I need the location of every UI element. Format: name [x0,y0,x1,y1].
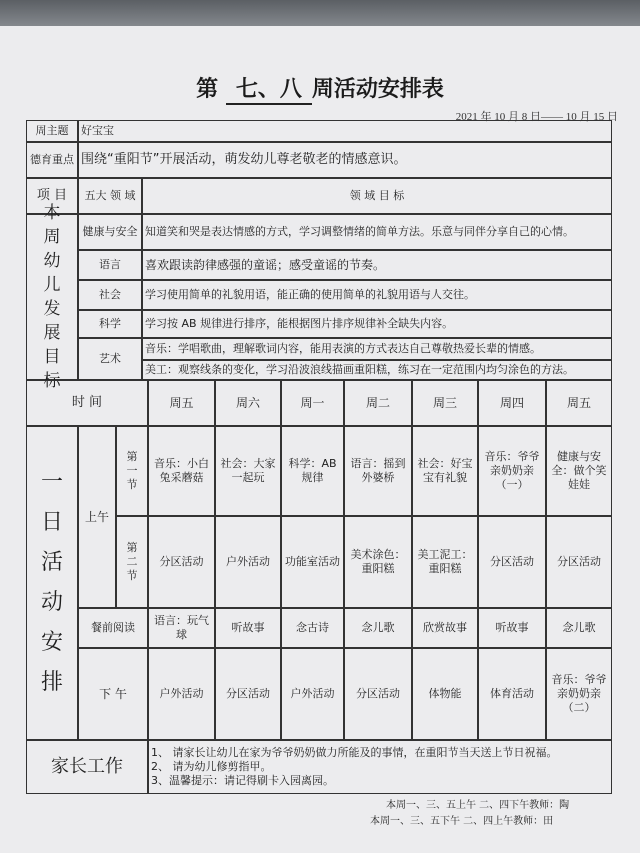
date-range: 2021 年 10 月 8 日—— 10 月 15 日 [455,111,618,123]
header-goal: 领 域 目 标 [142,178,612,214]
schedule-cell: 功能室活动 [281,516,344,608]
schedule-cell: 听故事 [478,608,546,648]
day-header: 周三 [412,380,478,426]
schedule-cell: 听故事 [215,608,281,648]
schedule-cell: 体育活动 [478,648,546,740]
domain-language: 语言 [78,250,142,280]
schedule-cell: 户外活动 [215,516,281,608]
goal-science: 学习按 AB 规律进行排序，能根据图片排序规律补全缺失内容。 [142,310,612,338]
schedule-cell: 语言：摇到外婆桥 [344,426,412,516]
schedule-cell: 音乐：爷爷亲奶奶亲（二） [546,648,612,740]
daily-activity-label: 一日活动安排 [26,426,78,740]
domain-health: 健康与安全 [78,214,142,250]
session-2-label: 第二节 [116,516,148,608]
schedule-cell: 户外活动 [148,648,215,740]
schedule-cell: 户外活动 [281,648,344,740]
header-item: 项 目 [26,178,78,214]
parent-work-item: 3、温馨提示：请记得刷卡入园离园。 [151,774,334,787]
schedule-cell: 音乐：爷爷亲奶奶亲（一） [478,426,546,516]
session-1-label: 第一节 [116,426,148,516]
schedule-cell: 健康与安全：做个笑娃娃 [546,426,612,516]
reading-label: 餐前阅读 [78,608,148,648]
parent-work-item: 1、 请家长让幼儿在家为爷爷奶奶做力所能及的事情，在重阳节当天送上节日祝福。 [151,746,558,759]
day-header: 周五 [546,380,612,426]
dev-goals-label: 本周幼儿发展目标 [26,214,78,380]
teacher-note: 本周一、三、五上午 二、四下午教师：陶 [386,800,570,811]
theme-value: 好宝宝 [78,120,612,142]
domain-science: 科学 [78,310,142,338]
schedule-cell: 美术涂色：重阳糕 [344,516,412,608]
schedule-cell: 科学：AB 规律 [281,426,344,516]
schedule-cell: 体物能 [412,648,478,740]
parent-work-label: 家长工作 [26,740,148,794]
schedule-table [26,120,612,794]
goal-language: 喜欢跟读韵律感强的童谣；感受童谣的节奏。 [142,250,612,280]
parent-work-item: 2、 请为幼儿修剪指甲。 [151,760,272,773]
parent-work-list [148,740,612,794]
morning-label: 上午 [78,426,116,608]
domain-art: 艺术 [78,338,142,380]
schedule-cell: 分区活动 [344,648,412,740]
schedule-cell: 欣赏故事 [412,608,478,648]
goal-social: 学习使用简单的礼貌用语，能正确的使用简单的礼貌用语与人交往。 [142,280,612,310]
schedule-cell: 社会：大家一起玩 [215,426,281,516]
goal-art-craft: 美工：观察线条的变化，学习沿波浪线描画重阳糕，练习在一定范围内均匀涂色的方法。 [142,360,612,380]
schedule-cell: 念古诗 [281,608,344,648]
title-weeks: 七、八 [226,72,312,105]
schedule-cell: 社会：好宝宝有礼貌 [412,426,478,516]
teacher-note: 本周一、三、五下午 二、四上午教师：田 [370,816,554,827]
schedule-cell: 分区活动 [546,516,612,608]
header-five-domains: 五大 领 域 [78,178,142,214]
day-header: 周四 [478,380,546,426]
day-header: 周一 [281,380,344,426]
theme-label: 周主题 [26,120,78,142]
schedule-cell: 美工泥工：重阳糕 [412,516,478,608]
moral-value: 围绕“重阳节”开展活动，萌发幼儿尊老敬老的情感意识。 [78,142,612,178]
goal-art-music: 音乐：学唱歌曲，理解歌词内容，能用表演的方式表达自己尊敬热爱长辈的情感。 [142,338,612,360]
schedule-cell: 念儿歌 [546,608,612,648]
domain-social: 社会 [78,280,142,310]
schedule-cell: 念儿歌 [344,608,412,648]
day-header: 周五 [148,380,215,426]
page-title: 第 七、八 周活动安排表 [0,72,640,105]
moral-label: 德育重点 [26,142,78,178]
time-header: 时 间 [26,380,148,426]
schedule-cell: 语言：玩气球 [148,608,215,648]
afternoon-label: 下 午 [78,648,148,740]
schedule-cell: 分区活动 [478,516,546,608]
schedule-cell: 音乐：小白兔采蘑菇 [148,426,215,516]
day-header: 周二 [344,380,412,426]
day-header: 周六 [215,380,281,426]
schedule-cell: 分区活动 [215,648,281,740]
goal-health: 知道笑和哭是表达情感的方式，学习调整情绪的简单方法。乐意与同伴分享自己的心情。 [142,214,612,250]
schedule-cell: 分区活动 [148,516,215,608]
